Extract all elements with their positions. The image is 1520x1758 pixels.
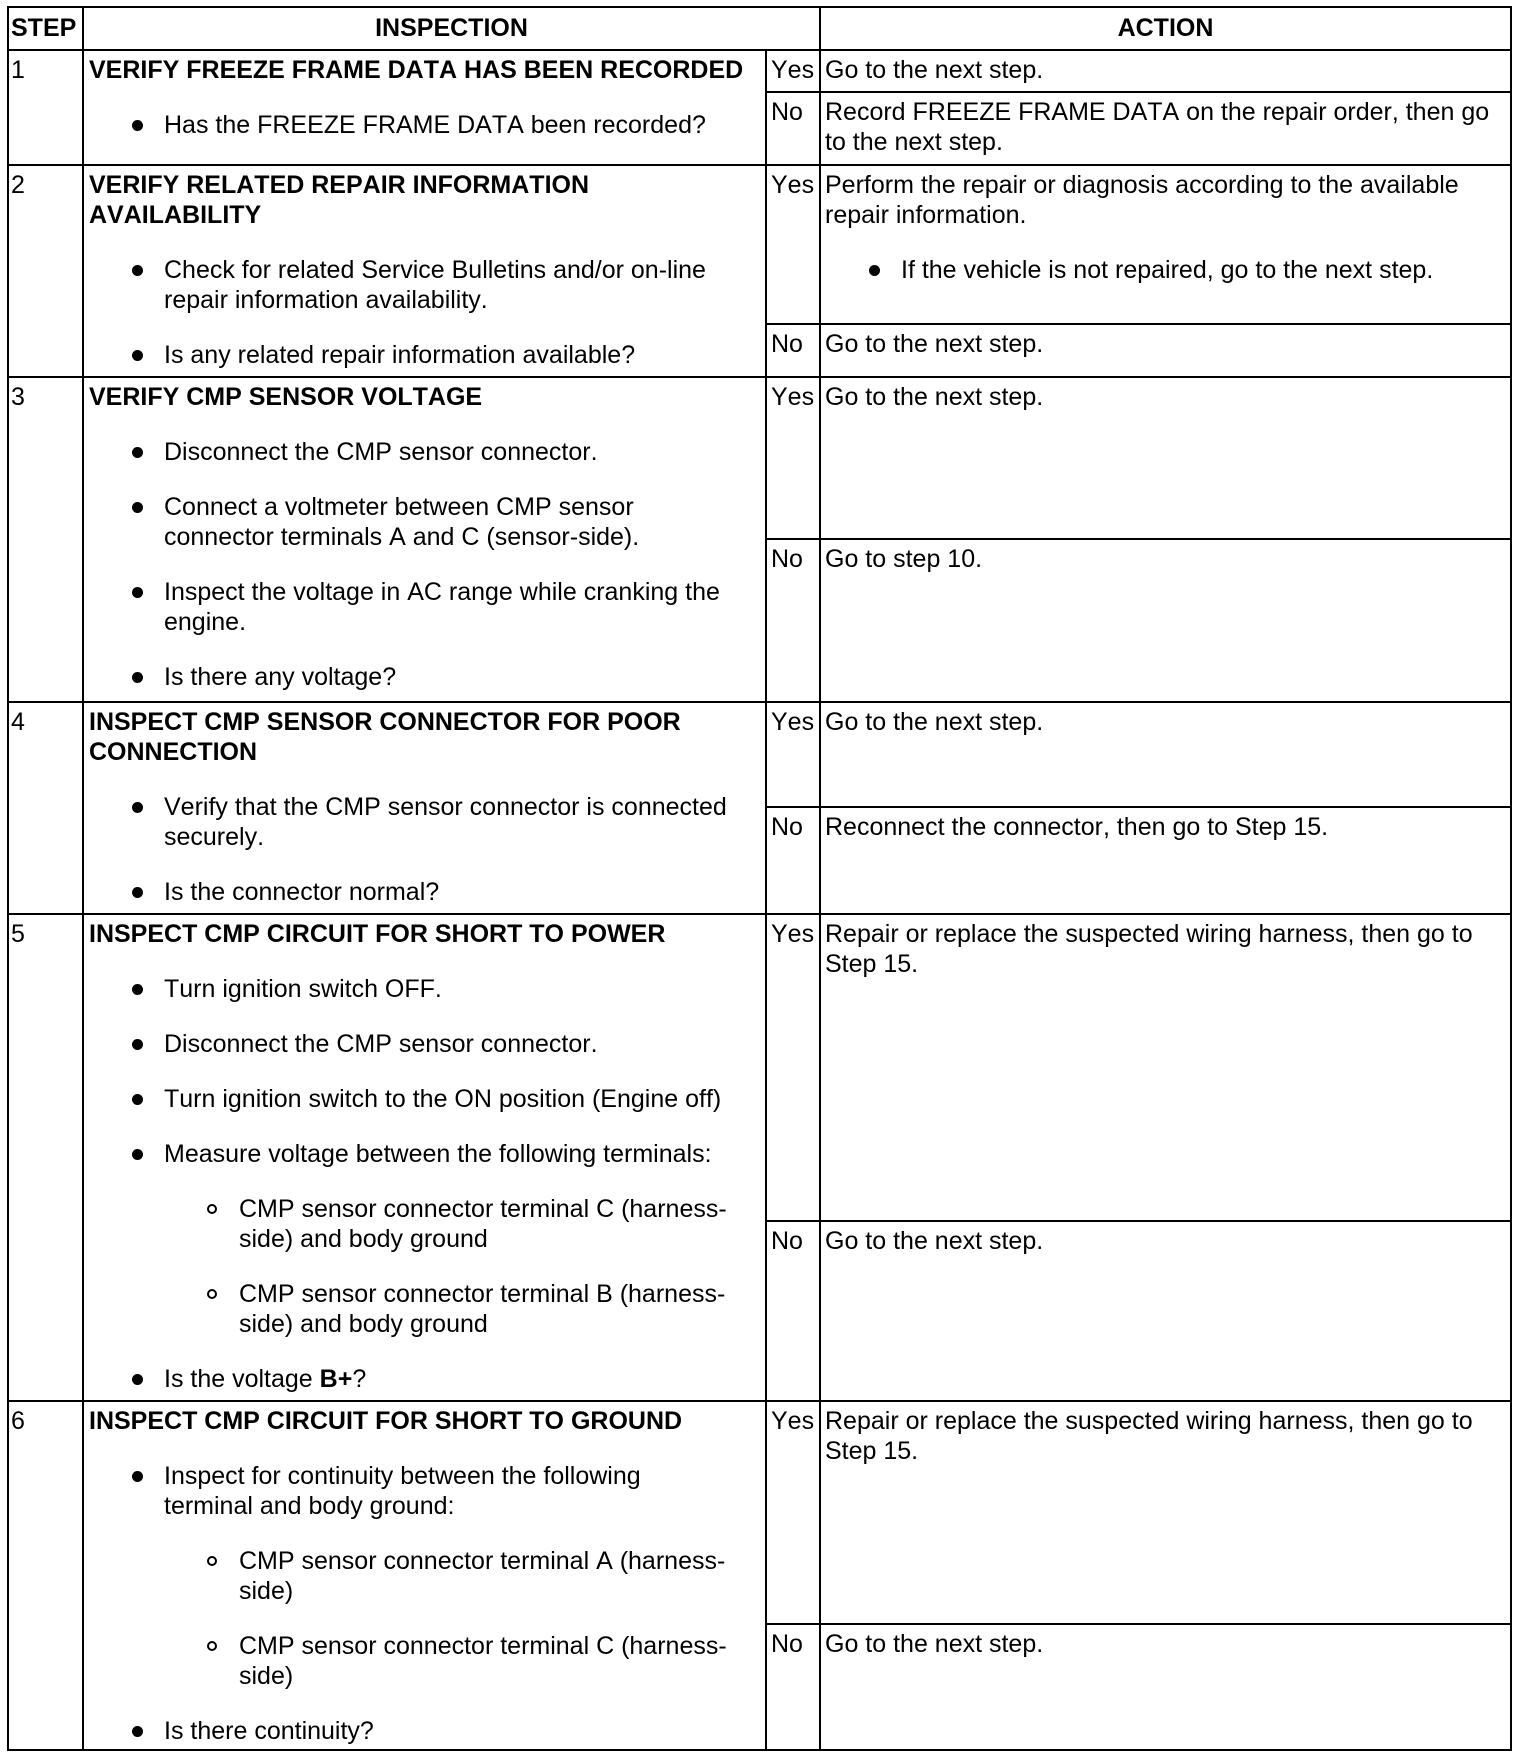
inspection-cell [82,701,765,913]
inspection-subitem [89,1279,765,1339]
no-action [819,323,1512,376]
inspection-item-text: Verify that the CMP sensor connector is connected securely. [164,793,727,851]
yes-action [819,913,1512,1220]
no-action [819,806,1512,913]
action-text: Record FREEZE FRAME DATA on the repair order, then go to the next step. [825,98,1490,156]
inspection-item-text: Is there any voltage? [164,663,397,691]
inspection-item [89,974,765,1004]
yes-action [819,164,1512,323]
action-bullet-item [825,255,1512,285]
inspection-cell [82,376,765,701]
inspection-item-text: Has the FREEZE FRAME DATA been recorded? [164,111,706,139]
action-text: Go to the next step. [825,56,1044,84]
bullet-icon [132,1374,143,1385]
inspection-item [89,340,765,370]
step-number: 6 [7,1400,82,1751]
step-number: 5 [7,913,82,1400]
inspection-item-text [164,1364,731,1394]
step-number: 3 [7,376,82,701]
voltage-value: B+ [319,1365,353,1393]
bullet-icon [132,350,143,361]
step-row [7,1400,1512,1751]
bullet-icon [132,447,143,458]
yes-label: Yes [765,913,819,1220]
inspection-item [89,792,765,852]
bullet-icon [132,265,143,276]
inspection-item-text: Turn ignition switch to the ON position (Engine off) [164,1085,722,1113]
no-action [819,1623,1512,1751]
inspection-item-text-start: Is the voltage [164,1365,320,1393]
bullet-icon [132,502,143,513]
inspection-item-text-end: ? [352,1365,367,1393]
bullet-icon [132,587,143,598]
step-number: 4 [7,701,82,913]
no-action [819,91,1512,164]
inspection-item-text: Connect a voltmeter between CMP sensor connector terminals A and C (sensor-side). [164,493,640,551]
action-text: Go to step 10. [825,545,983,573]
inspection-item-text: Disconnect the CMP sensor connector. [164,438,598,466]
bullet-icon [132,984,143,995]
step-row [7,49,1512,164]
no-action [819,1220,1512,1400]
circle-bullet-icon [207,1641,217,1651]
inspection-subitem-text: CMP sensor connector terminal A (harness-side) [239,1547,726,1605]
inspection-item-text: Turn ignition switch OFF. [164,975,442,1003]
step-number: 1 [7,49,82,164]
step-row [7,701,1512,913]
bullet-icon [132,672,143,683]
header-action: ACTION [819,6,1512,49]
header-row [7,6,1512,49]
inspection-title: VERIFY FREEZE FRAME DATA HAS BEEN RECORDED [89,56,744,84]
no-label: No [765,806,819,913]
yes-label: Yes [765,164,819,323]
inspection-item-text: Inspect for continuity between the following terminal and body ground: [164,1462,641,1520]
inspection-item-text: Check for related Service Bulletins and/or on-line repair information availability. [164,256,706,314]
inspection-cell [82,913,765,1400]
inspection-title: INSPECT CMP CIRCUIT FOR SHORT TO GROUND [89,1407,683,1435]
inspection-subitem [89,1631,765,1691]
inspection-item-text: Measure voltage between the following terminals: [164,1140,712,1168]
inspection-title: VERIFY RELATED REPAIR INFORMATION AVAILABILITY [89,171,590,229]
inspection-title: VERIFY CMP SENSOR VOLTAGE [89,383,483,411]
circle-bullet-icon [207,1289,217,1299]
bullet-icon [132,1726,143,1737]
inspection-item [89,492,765,552]
inspection-subitem [89,1546,765,1606]
bullet-icon [132,1149,143,1160]
inspection-item-text: Is the connector normal? [164,878,440,906]
inspection-item [89,1139,765,1169]
yes-action [819,701,1512,806]
inspection-item [89,110,765,140]
inspection-cell [82,49,765,164]
bullet-icon [132,1471,143,1482]
inspection-cell [82,164,765,376]
inspection-subitem [89,1194,765,1254]
inspection-subitem-text: CMP sensor connector terminal B (harness-side) and body ground [239,1280,726,1338]
action-text: Go to the next step. [825,383,1044,411]
action-text: Go to the next step. [825,1227,1044,1255]
no-label: No [765,1623,819,1751]
bullet-icon [132,887,143,898]
action-text: Repair or replace the suspected wiring harness, then go to Step 15. [825,920,1473,978]
inspection-title: INSPECT CMP SENSOR CONNECTOR FOR POOR CONNECTION [89,708,681,766]
yes-label: Yes [765,701,819,806]
bullet-icon [132,1094,143,1105]
inspection-item-text: Disconnect the CMP sensor connector. [164,1030,598,1058]
action-bullet-text: If the vehicle is not repaired, go to the next step. [901,256,1434,284]
bullet-icon [869,265,880,276]
action-text: Perform the repair or diagnosis according to the available repair information. [825,171,1459,229]
inspection-title: INSPECT CMP CIRCUIT FOR SHORT TO POWER [89,920,666,948]
circle-bullet-icon [207,1556,217,1566]
inspection-item [89,1084,765,1114]
action-text: Reconnect the connector, then go to Step 15. [825,813,1329,841]
header-step: STEP [7,6,82,49]
yes-action [819,1400,1512,1623]
header-inspection: INSPECTION [82,6,819,49]
inspection-item [89,255,765,315]
inspection-item [89,437,765,467]
no-label: No [765,1220,819,1400]
inspection-subitem-text: CMP sensor connector terminal C (harness-side) and body ground [239,1195,727,1253]
inspection-subitem-text: CMP sensor connector terminal C (harness-side) [239,1632,727,1690]
yes-action [819,376,1512,538]
action-text: Go to the next step. [825,1630,1044,1658]
no-label: No [765,91,819,164]
inspection-item [89,1364,765,1394]
inspection-item-text: Is any related repair information available? [164,341,636,369]
inspection-item [89,1461,765,1521]
inspection-item [89,577,765,637]
action-text: Go to the next step. [825,708,1044,736]
step-number: 2 [7,164,82,376]
action-text: Go to the next step. [825,330,1044,358]
no-label: No [765,538,819,701]
no-action [819,538,1512,701]
yes-label: Yes [765,49,819,91]
step-row [7,164,1512,376]
circle-bullet-icon [207,1204,217,1214]
bullet-icon [132,120,143,131]
diagnostic-procedure-table [7,6,1512,1751]
inspection-cell [82,1400,765,1751]
inspection-item-text: Is there continuity? [164,1717,374,1745]
step-row [7,376,1512,701]
yes-label: Yes [765,1400,819,1623]
inspection-item [89,662,765,692]
bullet-icon [132,802,143,813]
inspection-item [89,1029,765,1059]
yes-action [819,49,1512,91]
action-text: Repair or replace the suspected wiring harness, then go to Step 15. [825,1407,1473,1465]
no-label: No [765,323,819,376]
inspection-item [89,877,765,907]
inspection-item-text: Inspect the voltage in AC range while cranking the engine. [164,578,720,636]
bullet-icon [132,1039,143,1050]
inspection-item [89,1716,765,1746]
yes-label: Yes [765,376,819,538]
step-row [7,913,1512,1400]
